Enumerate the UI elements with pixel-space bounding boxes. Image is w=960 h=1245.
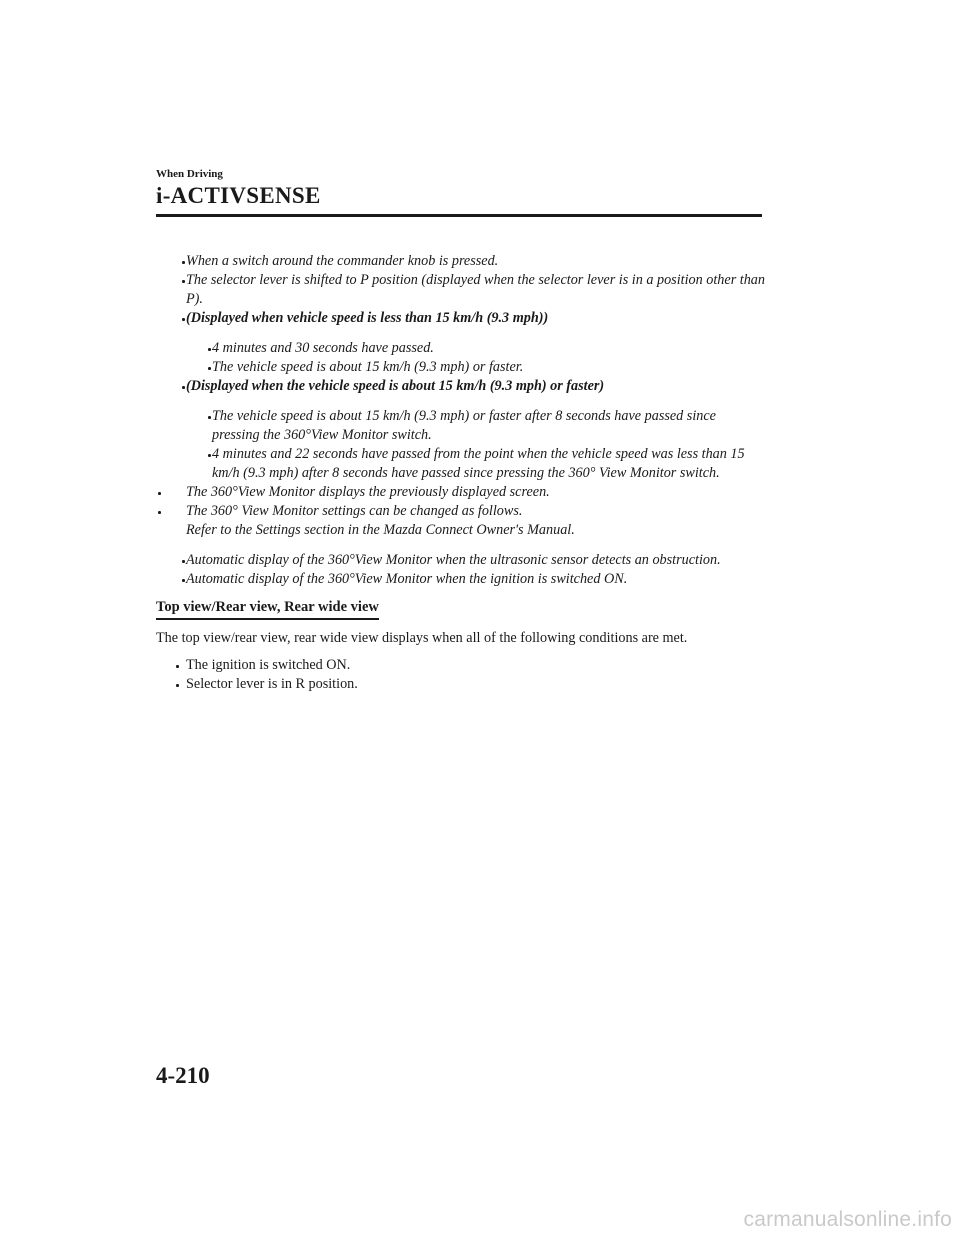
group-heading-low-speed xyxy=(156,309,766,328)
subsection-heading-text: Top view/Rear view, Rear wide view xyxy=(156,597,379,620)
bullet-icon xyxy=(208,348,211,351)
item-text: When a switch around the commander knob is pressed. xyxy=(186,253,499,269)
item-text: The vehicle speed is about 15 km/h (9.3 mph) or faster after 8 seconds have passed since pressing the 360°View Monitor switch. xyxy=(212,408,716,443)
bullet-icon xyxy=(182,318,185,321)
bullet-icon xyxy=(176,684,179,687)
page-content xyxy=(156,252,766,694)
bullet-icon xyxy=(182,261,185,264)
bullet-icon xyxy=(158,511,161,514)
item-text: (Displayed when the vehicle speed is about 15 km/h (9.3 mph) or faster) xyxy=(186,378,605,394)
item-text: The ignition is switched ON. xyxy=(186,657,351,673)
bullet-icon xyxy=(158,492,161,495)
settings-reference: Refer to the Settings section in the Mazda Connect Owner's Manual. xyxy=(186,522,575,538)
bullet-icon xyxy=(182,386,185,389)
list-item xyxy=(156,445,766,483)
bullet-icon xyxy=(208,367,211,370)
list-item xyxy=(156,271,766,309)
page-number: 4-210 xyxy=(156,1063,210,1088)
item-text: The selector lever is shifted to P position (displayed when the selector lever is in a position other than P). xyxy=(186,272,765,307)
list-item xyxy=(156,656,766,675)
list-item xyxy=(156,551,766,570)
list-item xyxy=(156,502,766,521)
item-text: Automatic display of the 360°View Monitor when the ultrasonic sensor detects an obstruction. xyxy=(186,552,721,568)
header-rule xyxy=(156,214,762,217)
item-text: The vehicle speed is about 15 km/h (9.3 mph) or faster. xyxy=(212,359,524,375)
item-text: 4 minutes and 30 seconds have passed. xyxy=(212,340,434,356)
item-text: (Displayed when vehicle speed is less than 15 km/h (9.3 mph)) xyxy=(186,310,549,326)
list-item xyxy=(156,252,766,271)
list-item xyxy=(156,570,766,589)
bullet-icon xyxy=(208,454,211,457)
bullet-icon xyxy=(182,579,185,582)
page-title: i-ACTIVSENSE xyxy=(156,183,321,208)
bullet-icon xyxy=(182,560,185,563)
bullet-icon xyxy=(208,416,211,419)
bullet-icon xyxy=(182,280,185,283)
list-item xyxy=(156,407,766,445)
list-item xyxy=(156,483,766,502)
list-item xyxy=(156,339,766,358)
item-text: Selector lever is in R position. xyxy=(186,676,358,692)
item-text: 4 minutes and 22 seconds have passed from the point when the vehicle speed was less than 15 km/h (9.3 mph) after 8 seconds have passed since pressing the 360° View Monitor switch. xyxy=(212,446,745,481)
group-heading-high-speed xyxy=(156,377,766,396)
list-item xyxy=(156,358,766,377)
item-text: The 360° View Monitor settings can be changed as follows. xyxy=(186,503,523,519)
paragraph: The top view/rear view, rear wide view displays when all of the following conditions are met. xyxy=(156,630,688,646)
item-text: Automatic display of the 360°View Monitor when the ignition is switched ON. xyxy=(186,571,628,587)
subsection-heading xyxy=(156,597,766,620)
item-text: The 360°View Monitor displays the previously displayed screen. xyxy=(186,484,550,500)
bullet-icon xyxy=(176,665,179,668)
list-item xyxy=(156,675,766,694)
section-label: When Driving xyxy=(156,168,223,180)
watermark: carmanualsonline.info xyxy=(743,1208,952,1231)
